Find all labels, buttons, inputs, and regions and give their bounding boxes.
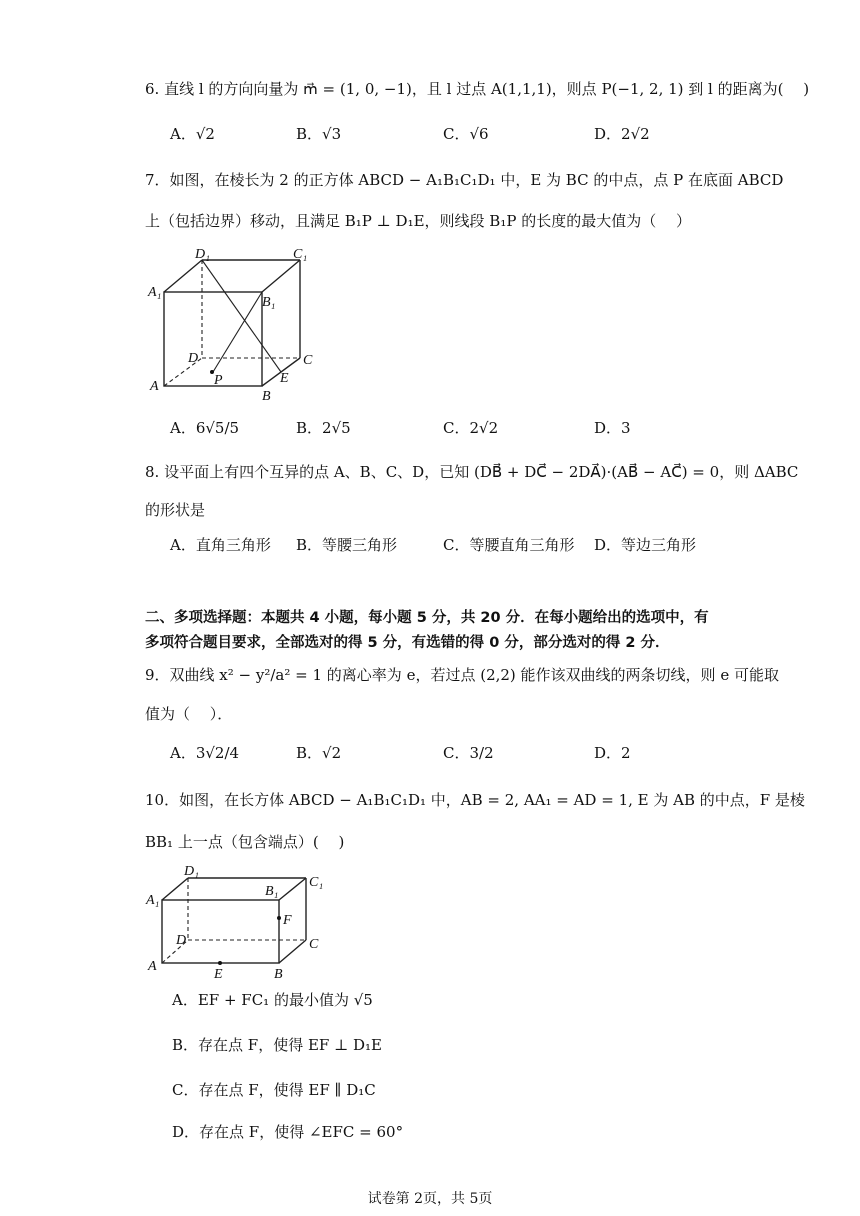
q7-option-d: D．3 xyxy=(594,419,631,437)
q10-stem-line1: 10．如图，在长方体 ABCD − A₁B₁C₁D₁ 中，AB = 2, AA₁ = AD = 1, E 为 AB 的中点，F 是棱 xyxy=(145,791,805,809)
q7-label-d1: D₁ xyxy=(195,247,210,262)
q7-label-c1: C₁ xyxy=(293,247,308,262)
q6-option-c: C．√6 xyxy=(443,125,489,143)
q10-option-a: A．EF + FC₁ 的最小值为 √5 xyxy=(172,991,373,1009)
q10-label-b: B xyxy=(274,967,283,982)
q8-option-c: C．等腰直角三角形 xyxy=(443,536,575,554)
q10-label-a1: A₁ xyxy=(146,893,160,908)
q9-stem-line1: 9．双曲线 x² − y²/a² = 1 的离心率为 e，若过点 (2,2) 能作该双曲线的两条切线，则 e 可能取 xyxy=(145,666,779,684)
section2-heading-line1: 二、多项选择题：本题共 4 小题，每小题 5 分，共 20 分．在每小题给出的选项中，有 xyxy=(145,610,709,626)
section2-heading-line2: 多项符合题目要求，全部选对的得 5 分，有选错的得 0 分，部分选对的得 2 分． xyxy=(145,635,670,651)
q8-option-d: D．等边三角形 xyxy=(594,536,697,554)
q7-label-c: C xyxy=(303,353,313,368)
q10-label-b1: B₁ xyxy=(265,884,279,899)
q10-label-e: E xyxy=(214,967,223,982)
q9-option-a: A．3√2/4 xyxy=(170,744,240,762)
q9-option-d: D．2 xyxy=(594,744,631,762)
q7-label-e: E xyxy=(280,371,289,386)
page-footer: 试卷第 2页，共 5页 xyxy=(367,1191,493,1207)
q10-option-c: C．存在点 F，使得 EF ∥ D₁C xyxy=(172,1081,376,1099)
q10-label-a: A xyxy=(148,959,157,974)
q10-cuboid-figure xyxy=(140,858,350,983)
q7-label-a: A xyxy=(150,379,159,394)
q10-stem-line2: BB₁ 上一点（包含端点）( ) xyxy=(145,833,345,851)
q9-stem-line2: 值为（ ）． xyxy=(145,705,233,723)
q6-option-d: D．2√2 xyxy=(594,125,650,143)
q10-label-f: F xyxy=(283,913,292,928)
q8-stem-line1: 8. 设平面上有四个互异的点 A、B、C、D，已知 (DB⃗ + DC⃗ − 2DA⃗)·(AB⃗ − AC⃗) = 0，则 ΔABC xyxy=(145,463,799,481)
q10-label-d: D xyxy=(176,933,187,948)
q9-option-c: C．3/2 xyxy=(443,744,494,762)
q9-option-b: B．√2 xyxy=(296,744,342,762)
q10-label-c1: C₁ xyxy=(309,875,324,890)
q7-option-c: C．2√2 xyxy=(443,419,499,437)
q7-stem-line2: 上（包括边界）移动，且满足 B₁P ⊥ D₁E，则线段 B₁P 的长度的最大值为（ ） xyxy=(145,212,691,230)
q10-label-c: C xyxy=(309,937,319,952)
q7-label-b: B xyxy=(262,389,271,404)
q6-stem: 6. 直线 l 的方向向量为 m⃗ = (1, 0, −1)，且 l 过点 A(1,1,1)，则点 P(−1, 2, 1) 到 l 的距离为( ) xyxy=(145,80,810,98)
q6-option-a: A．√2 xyxy=(170,125,215,143)
q10-option-b: B．存在点 F，使得 EF ⊥ D₁E xyxy=(172,1036,382,1054)
q6-option-b: B．√3 xyxy=(296,125,342,143)
q7-label-b1: B₁ xyxy=(262,295,276,310)
q8-option-b: B．等腰三角形 xyxy=(296,536,398,554)
q8-option-a: A．直角三角形 xyxy=(170,536,271,554)
q7-label-p: P xyxy=(214,373,223,388)
q7-label-d: D xyxy=(188,351,199,366)
q7-option-a: A．6√5/5 xyxy=(170,419,240,437)
q7-cube-figure xyxy=(140,240,330,405)
q10-option-d: D．存在点 F，使得 ∠EFC = 60° xyxy=(172,1123,404,1141)
q7-stem-line1: 7．如图，在棱长为 2 的正方体 ABCD − A₁B₁C₁D₁ 中，E 为 BC 的中点，点 P 在底面 ABCD xyxy=(145,171,784,189)
q8-stem-line2: 的形状是 xyxy=(145,501,206,519)
q7-label-a1: A₁ xyxy=(148,285,162,300)
q10-label-d1: D₁ xyxy=(184,864,199,879)
q7-option-b: B．2√5 xyxy=(296,419,351,437)
